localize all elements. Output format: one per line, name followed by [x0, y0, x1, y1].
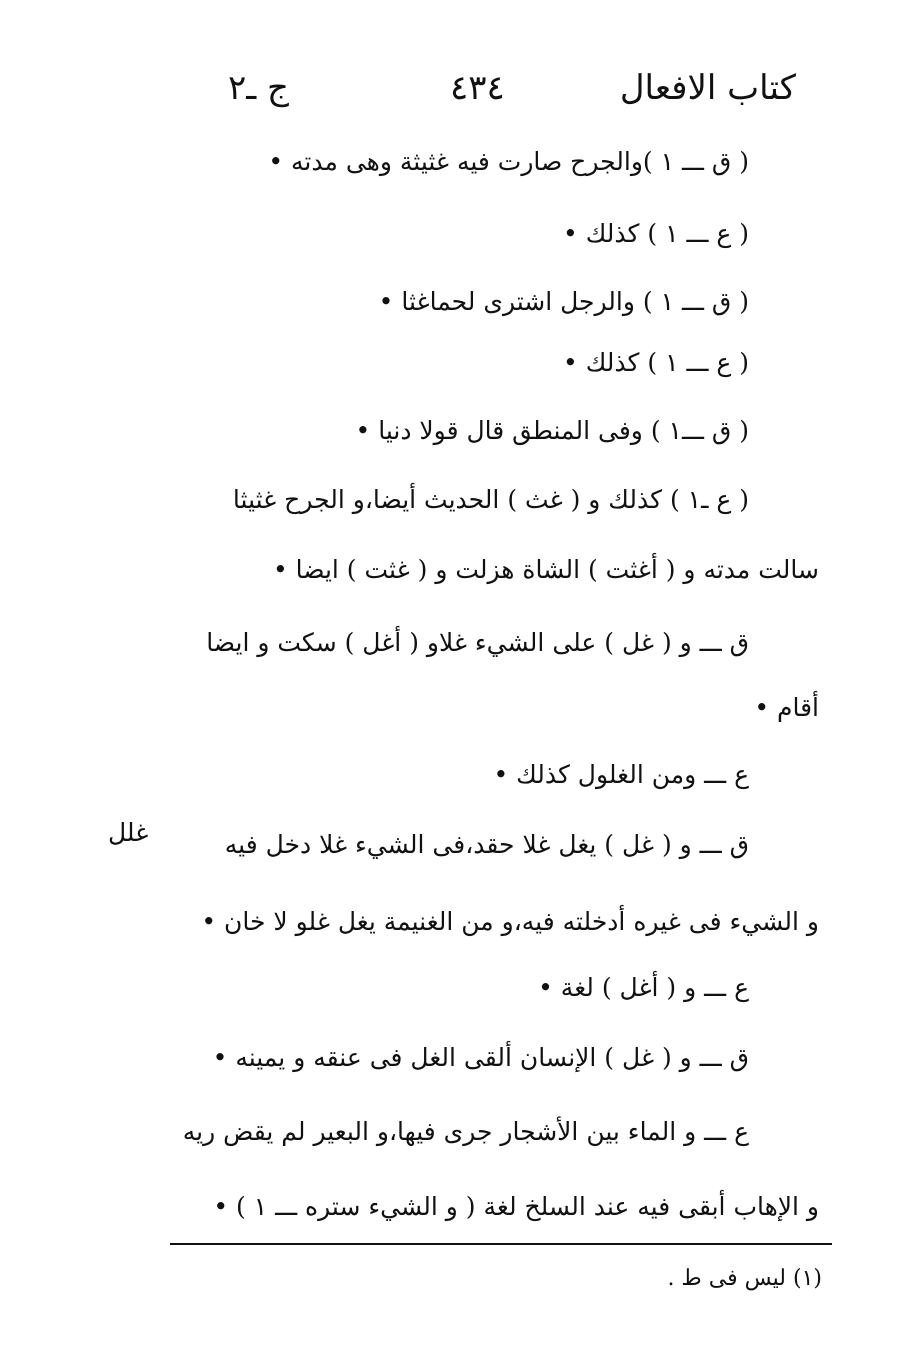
text-line: ق ـــ و ( غل ) يغل غلا حقد،فى الشيء غلا دخل فيه: [224, 830, 749, 859]
text-line: أقام •: [754, 693, 819, 722]
text-line: ( ق ـــ ١ )والجرح صارت فيه غثيثة وهى مدته •: [268, 147, 749, 176]
text-line: سالت مدته و ( أغثت ) الشاة هزلت و ( غثت ) ايضا •: [272, 555, 819, 584]
text-line: و الشيء فى غيره أدخلته فيه،و من الغنيمة يغل غلو لا خان •: [201, 907, 819, 936]
margin-note: غلل: [108, 818, 149, 847]
text-line: ع ـــ و ( أغل ) لغة •: [538, 973, 749, 1002]
footnote-divider: [170, 1243, 832, 1245]
text-line: ( ق ـــ١ ) وفى المنطق قال قولا دنيا •: [355, 416, 749, 445]
text-line: ع ـــ و الماء بين الأشجار جرى فيها،و البعير لم يقض ريه: [182, 1117, 749, 1146]
text-line: ( ع ـــ ١ ) كذلك •: [563, 219, 749, 248]
page-number: ٤٣٤: [450, 68, 505, 108]
text-line: ( ع ـــ ١ ) كذلك •: [563, 348, 749, 377]
page-header: [0, 68, 924, 128]
text-line: ق ـــ و ( غل ) على الشيء غلاو ( أغل ) سكت و ايضا: [206, 628, 749, 657]
text-line: ( ق ـــ ١ ) والرجل اشترى لحماغثا •: [378, 287, 749, 316]
text-line: ق ـــ و ( غل ) الإنسان ألقى الغل فى عنقه و يمينه •: [212, 1043, 749, 1072]
volume-label: ج ـ٢: [228, 68, 289, 108]
running-title: كتاب الافعال: [619, 68, 796, 108]
text-line: ع ـــ ومن الغلول كذلك •: [493, 760, 749, 789]
text-line: ( ع ـ١ ) كذلك و ( غث ) الحديث أيضا،و الجرح غثيثا: [232, 485, 749, 514]
footnote: (١) ليس فى ط .: [667, 1266, 822, 1291]
text-line: و الإهاب أبقى فيه عند السلخ لغة ( و الشيء ستره ـــ ١ ) •: [213, 1192, 819, 1221]
